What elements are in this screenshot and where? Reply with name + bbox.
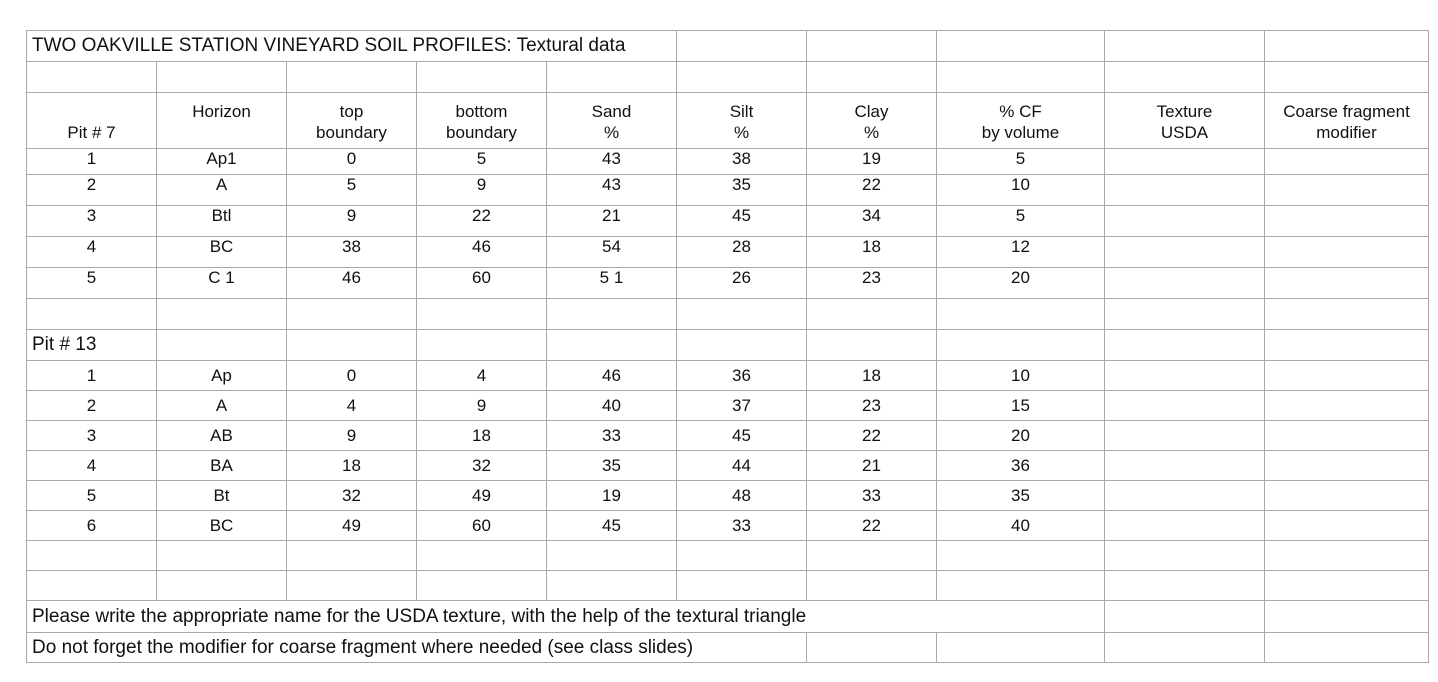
empty-cell[interactable] — [1105, 421, 1265, 451]
empty-cell[interactable] — [1265, 237, 1429, 268]
empty-cell[interactable] — [1265, 330, 1429, 361]
data-cell[interactable]: 35 — [937, 481, 1105, 511]
data-cell[interactable]: 32 — [417, 451, 547, 481]
empty-cell[interactable] — [157, 62, 287, 93]
data-cell[interactable]: 33 — [807, 481, 937, 511]
empty-cell[interactable] — [807, 633, 937, 663]
data-cell[interactable]: 4 — [27, 451, 157, 481]
header-cell[interactable]: Texture — [1105, 93, 1265, 123]
data-cell[interactable]: 60 — [417, 511, 547, 541]
blank-row — [27, 299, 1429, 330]
data-cell[interactable]: 5 — [287, 175, 417, 206]
data-cell[interactable]: 21 — [807, 451, 937, 481]
data-cell[interactable]: 46 — [287, 268, 417, 299]
empty-cell[interactable] — [1265, 206, 1429, 237]
header-row-1 — [27, 93, 1429, 123]
data-cell[interactable]: 5 — [937, 149, 1105, 175]
texture-instruction[interactable]: Please write the appropriate name for the USDA texture, with the help of the textural triangle — [27, 601, 1105, 633]
header-cell[interactable]: Clay — [807, 93, 937, 123]
empty-cell[interactable] — [1105, 206, 1265, 237]
data-cell[interactable]: 36 — [677, 361, 807, 391]
header-cell[interactable]: % CF — [937, 93, 1105, 123]
header-cell[interactable]: Horizon — [157, 93, 287, 123]
data-cell[interactable]: 34 — [807, 206, 937, 237]
empty-cell[interactable] — [547, 299, 677, 330]
empty-cell[interactable] — [1105, 299, 1265, 330]
empty-cell[interactable] — [677, 571, 807, 601]
header-cell[interactable]: bottom — [417, 93, 547, 123]
data-cell[interactable]: 15 — [937, 391, 1105, 421]
empty-cell[interactable] — [677, 62, 807, 93]
data-cell[interactable]: 19 — [547, 481, 677, 511]
data-cell[interactable]: Btl — [157, 206, 287, 237]
data-cell[interactable]: BC — [157, 237, 287, 268]
empty-cell[interactable] — [937, 31, 1105, 62]
empty-cell[interactable] — [1265, 571, 1429, 601]
empty-cell[interactable] — [287, 299, 417, 330]
empty-cell[interactable] — [417, 62, 547, 93]
empty-cell[interactable] — [27, 299, 157, 330]
empty-cell[interactable] — [1265, 175, 1429, 206]
empty-cell[interactable] — [1265, 268, 1429, 299]
empty-cell[interactable] — [287, 541, 417, 571]
empty-cell[interactable] — [1265, 391, 1429, 421]
data-cell[interactable]: 26 — [677, 268, 807, 299]
empty-cell[interactable] — [1265, 299, 1429, 330]
empty-cell[interactable] — [1265, 361, 1429, 391]
data-cell[interactable]: 45 — [677, 206, 807, 237]
empty-cell[interactable] — [677, 299, 807, 330]
empty-cell[interactable] — [287, 571, 417, 601]
data-cell[interactable]: A — [157, 175, 287, 206]
header-cell[interactable]: top — [287, 93, 417, 123]
data-cell[interactable]: 10 — [937, 175, 1105, 206]
data-cell[interactable]: A — [157, 391, 287, 421]
data-cell[interactable]: 6 — [27, 511, 157, 541]
soil-data-sheet — [26, 30, 1429, 663]
title-row — [27, 31, 1429, 62]
data-cell[interactable]: 32 — [287, 481, 417, 511]
empty-cell[interactable] — [1105, 62, 1265, 93]
header-cell[interactable]: USDA — [1105, 123, 1265, 149]
empty-cell[interactable] — [1265, 31, 1429, 62]
data-cell[interactable]: 5 — [27, 268, 157, 299]
data-cell[interactable]: BA — [157, 451, 287, 481]
data-cell[interactable]: 12 — [937, 237, 1105, 268]
data-cell[interactable]: 9 — [287, 421, 417, 451]
data-cell[interactable]: 49 — [417, 481, 547, 511]
blank-row — [27, 541, 1429, 571]
sheet-title[interactable]: TWO OAKVILLE STATION VINEYARD SOIL PROFILES: Textural data — [27, 31, 677, 62]
data-cell[interactable]: 49 — [287, 511, 417, 541]
empty-cell[interactable] — [807, 330, 937, 361]
empty-cell[interactable] — [417, 330, 547, 361]
header-cell[interactable]: Pit # 7 — [27, 123, 157, 149]
header-cell[interactable]: modifier — [1265, 123, 1429, 149]
data-cell[interactable]: 2 — [27, 175, 157, 206]
empty-cell[interactable] — [1105, 361, 1265, 391]
data-cell[interactable]: 22 — [807, 421, 937, 451]
data-cell[interactable]: 43 — [547, 175, 677, 206]
data-cell[interactable]: 1 — [27, 361, 157, 391]
data-cell[interactable]: 40 — [937, 511, 1105, 541]
empty-cell[interactable] — [1105, 149, 1265, 175]
empty-cell[interactable] — [157, 299, 287, 330]
table-row — [27, 451, 1429, 481]
empty-cell[interactable] — [937, 541, 1105, 571]
data-cell[interactable]: Ap — [157, 361, 287, 391]
empty-cell[interactable] — [1105, 31, 1265, 62]
table-row — [27, 361, 1429, 391]
data-cell[interactable]: 18 — [417, 421, 547, 451]
data-cell[interactable]: 18 — [807, 237, 937, 268]
header-cell[interactable]: boundary — [417, 123, 547, 149]
table-row — [27, 511, 1429, 541]
header-cell[interactable]: % — [807, 123, 937, 149]
data-cell[interactable]: 1 — [27, 149, 157, 175]
empty-cell[interactable] — [677, 541, 807, 571]
data-cell[interactable]: 35 — [547, 451, 677, 481]
empty-cell[interactable] — [547, 541, 677, 571]
empty-cell[interactable] — [1105, 451, 1265, 481]
empty-cell[interactable] — [937, 299, 1105, 330]
empty-cell[interactable] — [1265, 511, 1429, 541]
header-cell[interactable]: Silt — [677, 93, 807, 123]
data-cell[interactable]: 9 — [417, 175, 547, 206]
header-cell[interactable]: Coarse fragment — [1265, 93, 1429, 123]
empty-cell[interactable] — [417, 541, 547, 571]
empty-cell[interactable] — [1265, 149, 1429, 175]
empty-cell[interactable] — [27, 571, 157, 601]
data-cell[interactable]: 0 — [287, 149, 417, 175]
data-cell[interactable]: 21 — [547, 206, 677, 237]
header-cell[interactable] — [157, 123, 287, 149]
data-cell[interactable]: BC — [157, 511, 287, 541]
empty-cell[interactable] — [677, 330, 807, 361]
data-cell[interactable]: 18 — [807, 361, 937, 391]
data-cell[interactable]: 18 — [287, 451, 417, 481]
empty-cell[interactable] — [1265, 601, 1429, 633]
data-cell[interactable]: 35 — [677, 175, 807, 206]
empty-cell[interactable] — [807, 541, 937, 571]
note-row-2 — [27, 633, 1429, 663]
empty-cell[interactable] — [1265, 62, 1429, 93]
pit13-label-row — [27, 330, 1429, 361]
empty-cell[interactable] — [937, 633, 1105, 663]
header-cell[interactable] — [27, 93, 157, 123]
header-cell[interactable]: Sand — [547, 93, 677, 123]
table-row — [27, 175, 1429, 206]
empty-cell[interactable] — [1105, 601, 1265, 633]
empty-cell[interactable] — [157, 541, 287, 571]
data-cell[interactable]: 54 — [547, 237, 677, 268]
note-row-1 — [27, 601, 1429, 633]
empty-cell[interactable] — [807, 571, 937, 601]
empty-cell[interactable] — [807, 62, 937, 93]
data-cell[interactable]: 38 — [677, 149, 807, 175]
table-row — [27, 149, 1429, 175]
empty-cell[interactable] — [1105, 541, 1265, 571]
header-cell[interactable]: boundary — [287, 123, 417, 149]
empty-cell[interactable] — [417, 571, 547, 601]
data-cell[interactable]: 37 — [677, 391, 807, 421]
data-cell[interactable]: 4 — [287, 391, 417, 421]
data-cell[interactable]: 36 — [937, 451, 1105, 481]
data-cell[interactable]: 2 — [27, 391, 157, 421]
empty-cell[interactable] — [1265, 481, 1429, 511]
data-cell[interactable]: 22 — [417, 206, 547, 237]
empty-cell[interactable] — [27, 541, 157, 571]
empty-cell[interactable] — [1105, 268, 1265, 299]
empty-cell[interactable] — [1105, 481, 1265, 511]
data-cell[interactable]: 5 — [417, 149, 547, 175]
empty-cell[interactable] — [547, 62, 677, 93]
empty-cell[interactable] — [547, 571, 677, 601]
blank-row — [27, 571, 1429, 601]
data-cell[interactable]: 23 — [807, 391, 937, 421]
empty-cell[interactable] — [937, 571, 1105, 601]
header-row-2 — [27, 123, 1429, 149]
data-cell[interactable]: 44 — [677, 451, 807, 481]
blank-row — [27, 62, 1429, 93]
data-cell[interactable]: 46 — [547, 361, 677, 391]
data-cell[interactable]: 5 1 — [547, 268, 677, 299]
data-cell[interactable]: 48 — [677, 481, 807, 511]
data-cell[interactable]: AB — [157, 421, 287, 451]
empty-cell[interactable] — [1265, 541, 1429, 571]
header-cell[interactable]: % — [547, 123, 677, 149]
data-cell[interactable]: 0 — [287, 361, 417, 391]
table-row — [27, 268, 1429, 299]
empty-cell[interactable] — [937, 62, 1105, 93]
data-cell[interactable]: 20 — [937, 421, 1105, 451]
data-cell[interactable]: 40 — [547, 391, 677, 421]
empty-cell[interactable] — [1265, 421, 1429, 451]
data-cell[interactable]: 19 — [807, 149, 937, 175]
soil-profile-table — [26, 30, 1429, 663]
data-cell[interactable]: 60 — [417, 268, 547, 299]
table-row — [27, 237, 1429, 268]
modifier-instruction[interactable]: Do not forget the modifier for coarse fragment where needed (see class slides) — [27, 633, 807, 663]
empty-cell[interactable] — [1265, 633, 1429, 663]
data-cell[interactable]: 3 — [27, 421, 157, 451]
empty-cell[interactable] — [287, 62, 417, 93]
pit13-label[interactable]: Pit # 13 — [27, 330, 157, 361]
data-cell[interactable]: 38 — [287, 237, 417, 268]
data-cell[interactable]: 33 — [677, 511, 807, 541]
empty-cell[interactable] — [1105, 511, 1265, 541]
empty-cell[interactable] — [1105, 330, 1265, 361]
data-cell[interactable]: 23 — [807, 268, 937, 299]
table-row — [27, 421, 1429, 451]
empty-cell[interactable] — [157, 330, 287, 361]
empty-cell[interactable] — [1105, 237, 1265, 268]
data-cell[interactable]: 9 — [287, 206, 417, 237]
empty-cell[interactable] — [27, 62, 157, 93]
empty-cell[interactable] — [157, 571, 287, 601]
empty-cell[interactable] — [807, 299, 937, 330]
data-cell[interactable]: 5 — [27, 481, 157, 511]
empty-cell[interactable] — [937, 330, 1105, 361]
table-row — [27, 206, 1429, 237]
data-cell[interactable]: 20 — [937, 268, 1105, 299]
empty-cell[interactable] — [1105, 633, 1265, 663]
empty-cell[interactable] — [807, 31, 937, 62]
header-cell[interactable]: by volume — [937, 123, 1105, 149]
data-cell[interactable]: 10 — [937, 361, 1105, 391]
data-cell[interactable]: 22 — [807, 511, 937, 541]
data-cell[interactable]: 4 — [27, 237, 157, 268]
empty-cell[interactable] — [1105, 571, 1265, 601]
data-cell[interactable]: Bt — [157, 481, 287, 511]
data-cell[interactable]: C 1 — [157, 268, 287, 299]
table-row — [27, 391, 1429, 421]
data-cell[interactable]: 5 — [937, 206, 1105, 237]
table-row — [27, 481, 1429, 511]
data-cell[interactable]: 4 — [417, 361, 547, 391]
data-cell[interactable]: 46 — [417, 237, 547, 268]
empty-cell[interactable] — [1105, 175, 1265, 206]
header-cell[interactable]: % — [677, 123, 807, 149]
empty-cell[interactable] — [287, 330, 417, 361]
empty-cell[interactable] — [1265, 451, 1429, 481]
data-cell[interactable]: 3 — [27, 206, 157, 237]
empty-cell[interactable] — [417, 299, 547, 330]
data-cell[interactable]: 33 — [547, 421, 677, 451]
data-cell[interactable]: 43 — [547, 149, 677, 175]
data-cell[interactable]: 45 — [547, 511, 677, 541]
data-cell[interactable]: 45 — [677, 421, 807, 451]
empty-cell[interactable] — [677, 31, 807, 62]
data-cell[interactable]: 22 — [807, 175, 937, 206]
empty-cell[interactable] — [1105, 391, 1265, 421]
empty-cell[interactable] — [547, 330, 677, 361]
data-cell[interactable]: Ap1 — [157, 149, 287, 175]
data-cell[interactable]: 28 — [677, 237, 807, 268]
data-cell[interactable]: 9 — [417, 391, 547, 421]
